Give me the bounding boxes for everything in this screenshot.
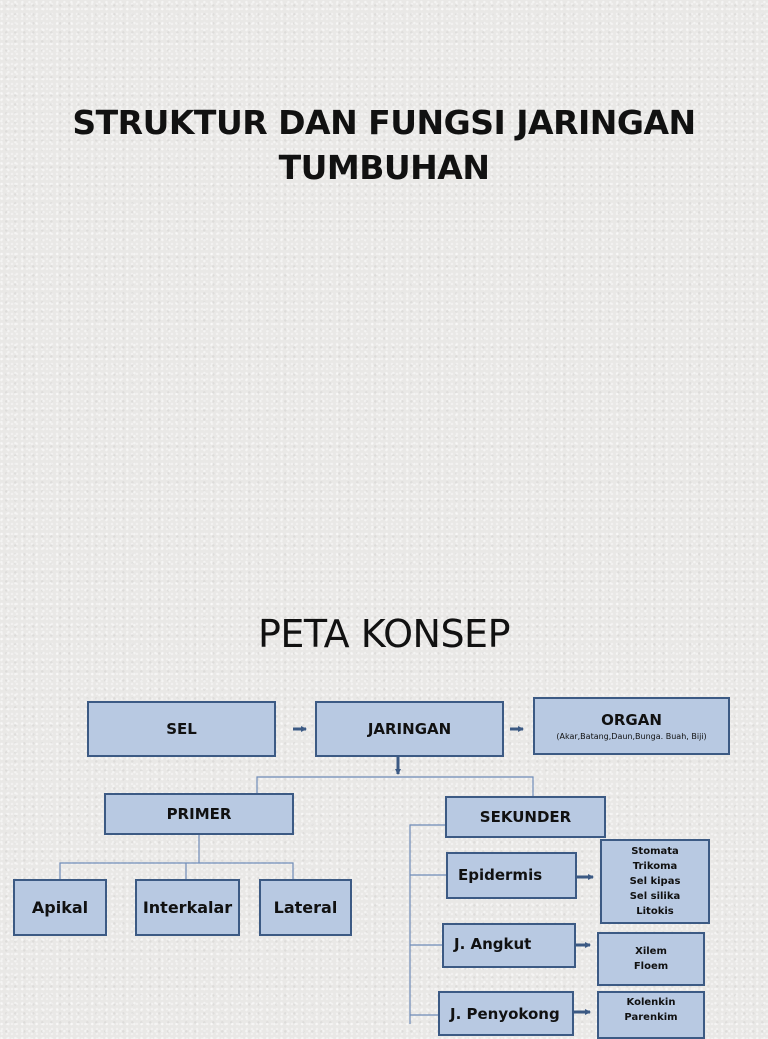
node-sekunder: SEKUNDER <box>445 796 606 838</box>
node-jaringan: JARINGAN <box>315 701 504 757</box>
slide-concept-map <box>0 512 768 1024</box>
node-interkalar: Interkalar <box>135 879 240 936</box>
node-lateral: Lateral <box>259 879 352 936</box>
node-angkut-items <box>597 932 705 986</box>
branch-primer-sekunder <box>257 777 533 797</box>
concept-map-title: PETA KONSEP <box>258 612 510 656</box>
item-floem: Floem <box>633 961 669 972</box>
item-sel-kipas: Sel kipas <box>629 876 681 887</box>
main-title-line2: TUMBUHAN <box>278 148 490 187</box>
node-primer: PRIMER <box>104 793 294 835</box>
node-penyokong: J. Penyokong <box>438 991 574 1036</box>
node-epidermis-items <box>600 839 710 924</box>
item-litokis: Litokis <box>636 906 674 917</box>
main-title-line1: STRUKTUR DAN FUNGSI JARINGAN <box>72 103 696 142</box>
item-trikoma: Trikoma <box>632 861 678 872</box>
node-epidermis: Epidermis <box>446 852 577 899</box>
item-sel-silika: Sel silika <box>629 891 681 902</box>
node-penyokong-items <box>597 991 705 1039</box>
node-organ <box>533 697 730 755</box>
node-angkut: J. Angkut <box>442 923 576 968</box>
node-apikal: Apikal <box>13 879 107 936</box>
item-xilem: Xilem <box>635 946 667 957</box>
node-sel: SEL <box>87 701 276 757</box>
main-title <box>40 100 728 190</box>
node-organ-note: (Akar,Batang,Daun,Bunga. Buah, Biji) <box>556 732 707 741</box>
item-kolenkin: Kolenkin <box>626 997 676 1008</box>
node-organ-label: ORGAN <box>601 711 662 729</box>
slide-title <box>0 0 768 512</box>
item-stomata: Stomata <box>631 846 679 857</box>
item-parenkim: Parenkim <box>624 1012 678 1023</box>
